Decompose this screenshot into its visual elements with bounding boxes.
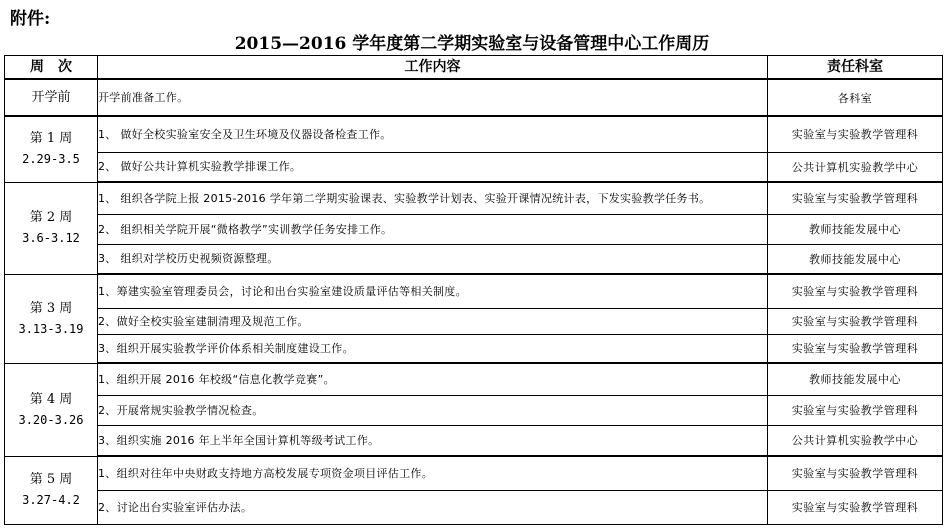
table-header-row [5, 56, 943, 80]
week-cell [5, 116, 98, 182]
table-row [5, 214, 943, 244]
table-row [5, 244, 943, 274]
table-row [5, 334, 943, 363]
dept-cell: 教师技能发展中心 [768, 244, 943, 274]
attachment-label: 附件: [10, 9, 51, 29]
weekly-schedule-table [4, 55, 943, 525]
week-cell [5, 274, 98, 363]
dept-cell: 实验室与实验教学管理科 [768, 490, 943, 524]
week-label: 第 4 周 [29, 391, 73, 407]
week-dates: 3.13-3.19 [18, 321, 84, 336]
week-label: 第 2 周 [29, 210, 73, 225]
dept-cell: 教师技能发展中心 [768, 363, 943, 395]
task-cell: 3、 组织对学校历史视频资源整理。 [98, 244, 768, 274]
week-dates: 3.27-4.2 [22, 493, 80, 507]
week-label: 第 1 周 [29, 131, 73, 147]
table-row [5, 182, 943, 214]
dept-cell: 教师技能发展中心 [768, 214, 943, 244]
task-cell: 3、组织开展实验教学评价体系相关制度建设工作。 [98, 334, 768, 363]
task-cell: 1、 组织各学院上报 2015-2016 学年第二学期实验课表、实验教学计划表、实验开课情况统计表，下发实验教学任务书。 [98, 182, 768, 214]
week-dates: 2.29-3.5 [22, 152, 80, 167]
week-label: 第 3 周 [29, 300, 73, 316]
dept-cell: 实验室与实验教学管理科 [768, 456, 943, 490]
dept-cell: 各科室 [768, 79, 943, 116]
week-cell [5, 456, 98, 524]
table-row [5, 116, 943, 152]
table-row [5, 456, 943, 490]
dept-cell: 实验室与实验教学管理科 [768, 274, 943, 308]
header-week: 周 次 [5, 56, 98, 80]
dept-cell: 实验室与实验教学管理科 [768, 116, 943, 152]
table-row [5, 152, 943, 182]
document-title: 2015—2016 学年度第二学期实验室与设备管理中心工作周历 [234, 34, 710, 54]
dept-cell: 实验室与实验教学管理科 [768, 182, 943, 214]
task-cell: 1、组织对往年中央财政支持地方高校发展专项资金项目评估工作。 [98, 456, 768, 490]
task-cell: 1、组织开展 2016 年校级“信息化教学竞赛”。 [98, 363, 768, 395]
table-row [5, 490, 943, 524]
dept-cell: 公共计算机实验教学中心 [768, 425, 943, 456]
week-label: 第 5 周 [29, 472, 73, 487]
task-cell: 2、 组织相关学院开展“微格教学”实训教学任务安排工作。 [98, 214, 768, 244]
task-cell: 2、 做好公共计算机实验教学排课工作。 [98, 152, 768, 182]
week-cell [5, 79, 98, 116]
header-dept: 责任科室 [768, 56, 943, 80]
dept-cell: 实验室与实验教学管理科 [768, 308, 943, 334]
table-row [5, 395, 943, 425]
table-row [5, 79, 943, 116]
dept-cell: 实验室与实验教学管理科 [768, 395, 943, 425]
task-cell: 1、 做好全校实验室安全及卫生环境及仪器设备检查工作。 [98, 116, 768, 152]
dept-cell: 公共计算机实验教学中心 [768, 152, 943, 182]
dept-cell: 实验室与实验教学管理科 [768, 334, 943, 363]
week-cell [5, 363, 98, 456]
task-cell: 开学前准备工作。 [98, 79, 768, 116]
table-row [5, 363, 943, 395]
table-row [5, 425, 943, 456]
table-row [5, 308, 943, 334]
task-cell: 1、筹建实验室管理委员会，讨论和出台实验室建设质量评估等相关制度。 [98, 274, 768, 308]
week-dates: 3.20-3.26 [18, 412, 84, 427]
week-dates: 3.6-3.12 [22, 231, 80, 245]
task-cell: 3、组织实施 2016 年上半年全国计算机等级考试工作。 [98, 425, 768, 456]
week-cell [5, 182, 98, 274]
task-cell: 2、做好全校实验室建制清理及规范工作。 [98, 308, 768, 334]
task-cell: 2、开展常规实验教学情况检查。 [98, 395, 768, 425]
table-row [5, 274, 943, 308]
week-label: 开学前 [31, 89, 71, 105]
header-content: 工作内容 [98, 56, 768, 80]
task-cell: 2、讨论出台实验室评估办法。 [98, 490, 768, 524]
